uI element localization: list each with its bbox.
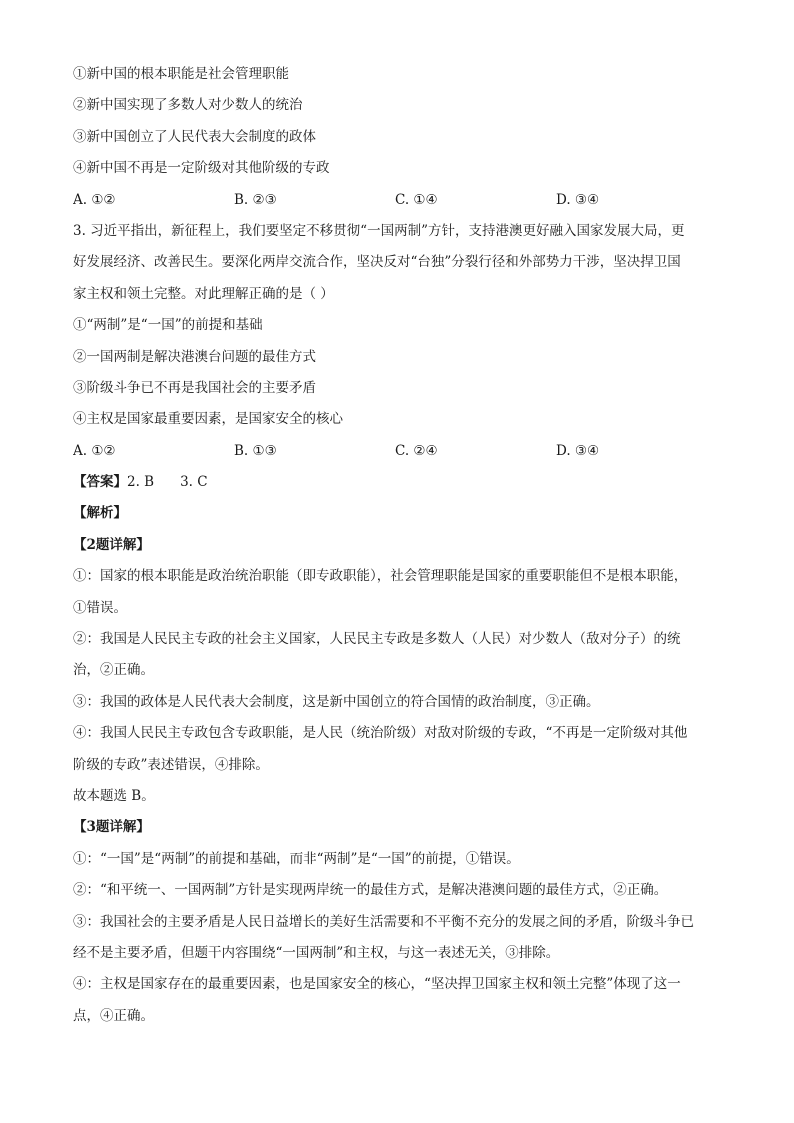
q3-stem-line-2: 好发展经济、改善民生。要深化两岸交流合作，坚决反对“台独”分裂行径和外部势力干涉，坚决捍卫国 xyxy=(73,254,681,271)
detail2-line-3: ②：我国是人民民主专政的社会主义国家，人民民主专政是多数人（人民）对少数人（敌对分子）的统 xyxy=(73,631,681,648)
q2-item-1: ①新中国的根本职能是社会管理职能 xyxy=(73,66,289,82)
analysis-label: 【解析】 xyxy=(73,505,127,522)
q2-option-d: D. ③④ xyxy=(556,191,600,208)
answer-label: 【答案】 xyxy=(73,474,127,491)
detail3-line-4: 经不是主要矛盾，但题干内容围绕“一国两制”和主权，与这一表述无关，③排除。 xyxy=(73,944,560,961)
detail3-label: 【3题详解】 xyxy=(73,819,150,836)
answer-q3: 3. C xyxy=(180,474,208,491)
detail2-line-7: 阶级的专政”表述错误，④排除。 xyxy=(73,756,269,773)
q3-options xyxy=(73,441,723,461)
detail2-line-6: ④：我国人民民主专政包含专政职能，是人民（统治阶级）对敌对阶级的专政，“不再是一定阶级对其他 xyxy=(73,725,688,742)
q3-item-1: ①“两制”是“一国”的前提和基础 xyxy=(73,317,263,334)
q2-item-2: ②新中国实现了多数人对少数人的统治 xyxy=(73,97,303,114)
detail3-line-3: ③：我国社会的主要矛盾是人民日益增长的美好生活需要和不平衡不充分的发展之间的矛盾，阶级斗争已 xyxy=(73,913,694,930)
detail3-line-5: ④：主权是国家存在的最重要因素，也是国家安全的核心，“坚决捍卫国家主权和领土完整”体现了这一 xyxy=(73,976,681,993)
detail2-label: 【2题详解】 xyxy=(73,536,150,553)
detail2-line-1: ①：国家的根本职能是政治统治职能（即专政职能），社会管理职能是国家的重要职能但不是根本职能， xyxy=(73,568,688,585)
q3-option-a: A. ①② xyxy=(73,442,116,459)
q2-item-3: ③新中国创立了人民代表大会制度的政体 xyxy=(73,128,316,145)
q3-stem-line-1: 3. 习近平指出，新征程上，我们要坚定不移贯彻“一国两制”方针，支持港澳更好融入国家发展大局，更 xyxy=(73,222,685,239)
q3-option-c: C. ②④ xyxy=(395,442,438,459)
q2-options xyxy=(73,190,723,210)
detail3-line-2: ②：“和平统一、一国两制”方针是实现两岸统一的最佳方式，是解决港澳问题的最佳方式，②正确。 xyxy=(73,882,668,899)
q2-option-a: A. ①② xyxy=(73,191,116,208)
q2-option-b: B. ②③ xyxy=(234,191,277,208)
q3-item-3: ③阶级斗争已不再是我国社会的主要矛盾 xyxy=(73,379,316,396)
q2-item-4: ④新中国不再是一定阶级对其他阶级的专政 xyxy=(73,160,330,177)
document-page xyxy=(73,64,723,1037)
q3-stem-line-3: 家主权和领土完整。对此理解正确的是（ ） xyxy=(73,285,334,302)
q3-item-4: ④主权是国家最重要因素，是国家安全的核心 xyxy=(73,411,343,428)
detail2-line-4: 治，②正确。 xyxy=(73,662,154,679)
answer-line xyxy=(73,472,723,492)
q3-option-b: B. ①③ xyxy=(234,442,277,459)
answer-q2: 2. B xyxy=(127,474,155,491)
detail2-line-5: ③：我国的政体是人民代表大会制度，这是新中国创立的符合国情的政治制度，③正确。 xyxy=(73,693,600,710)
detail2-line-8: 故本题选 B。 xyxy=(73,787,155,804)
detail2-line-2: ①错误。 xyxy=(73,599,127,616)
q3-option-d: D. ③④ xyxy=(556,442,600,459)
q2-option-c: C. ①④ xyxy=(395,191,438,208)
q3-item-2: ②一国两制是解决港澳台问题的最佳方式 xyxy=(73,348,316,365)
detail3-line-1: ①：“一国”是“两制”的前提和基础，而非“两制”是“一国”的前提，①错误。 xyxy=(73,850,520,867)
detail3-line-6: 点，④正确。 xyxy=(73,1007,154,1024)
